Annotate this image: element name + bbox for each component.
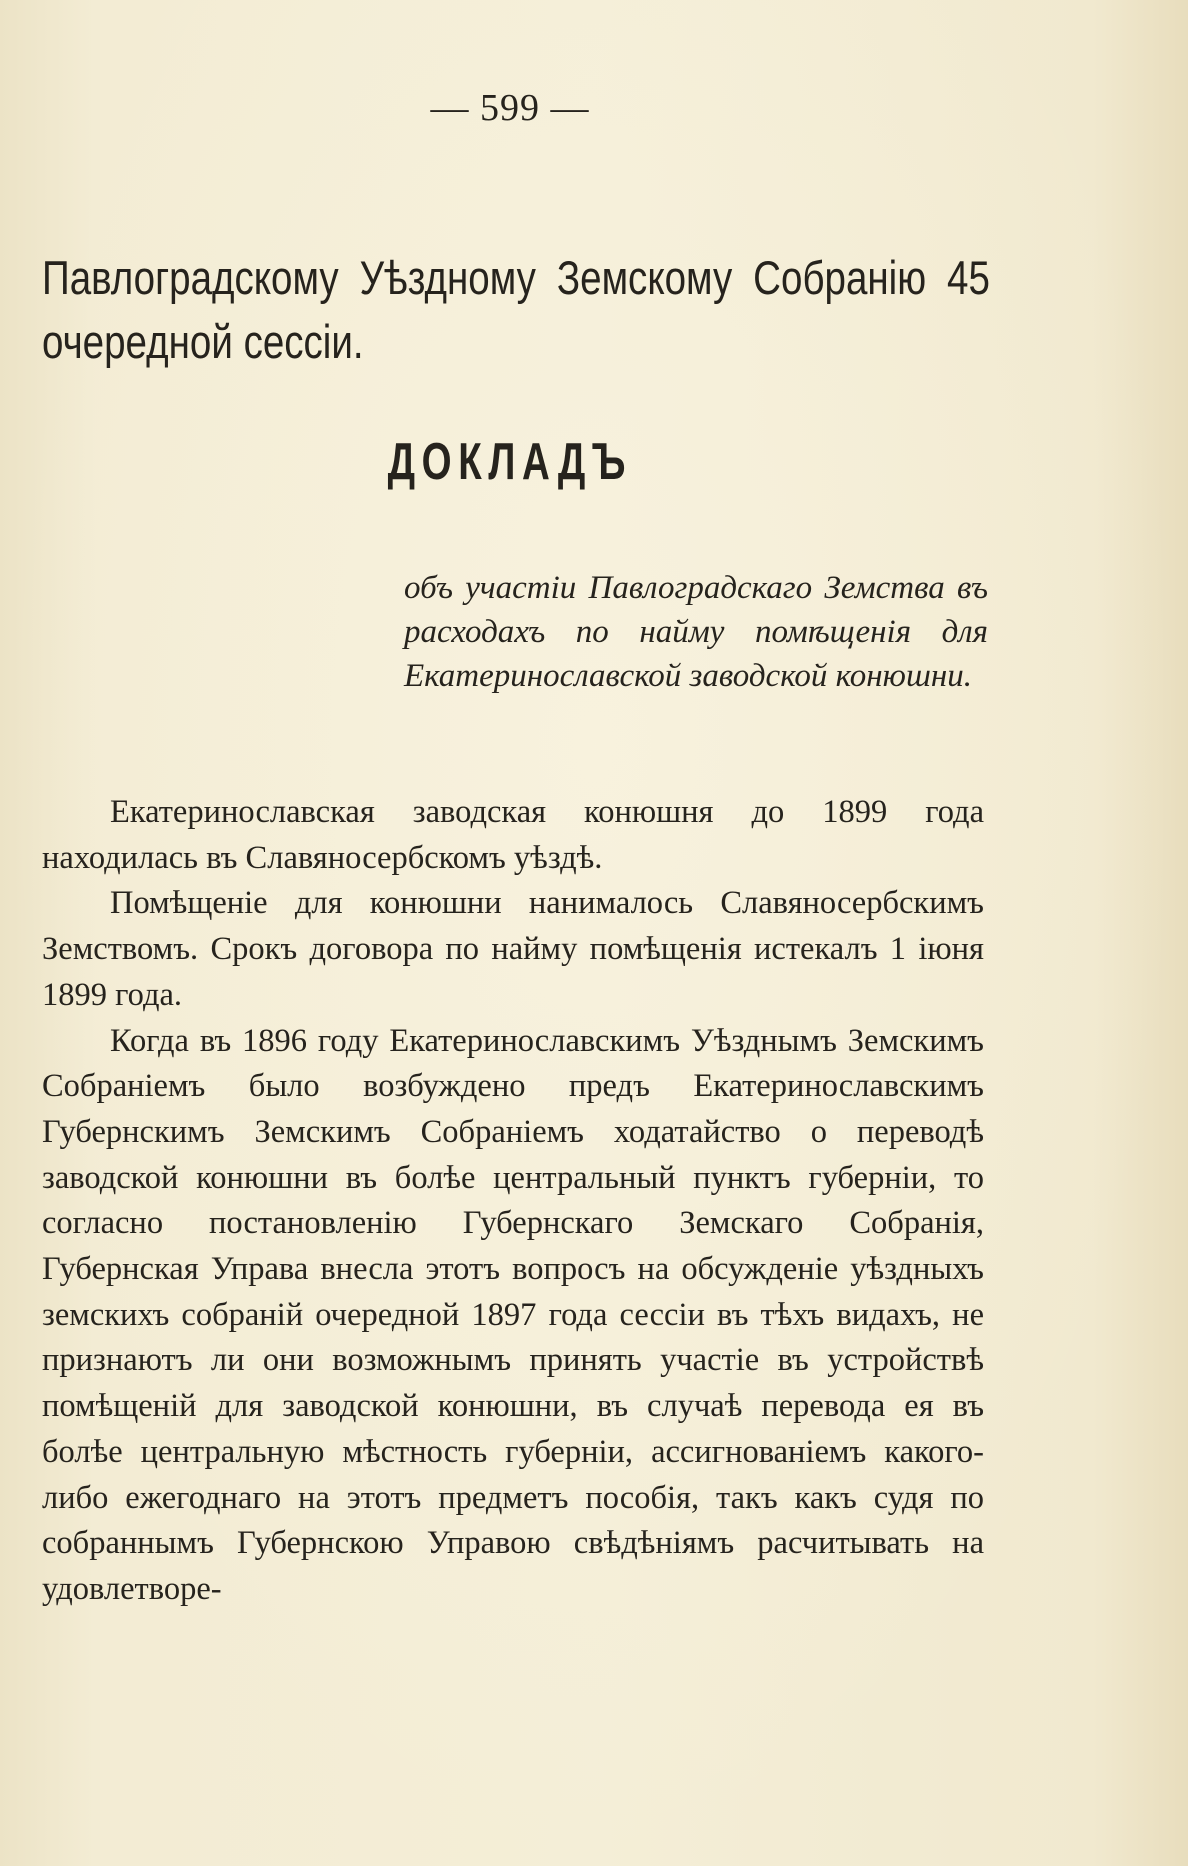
report-subtitle: объ участіи Павлоградскаго Земства въ расходахъ по найму помѣщенія для Екатеринославской заводской конюшни. [404,570,988,694]
report-title: ДОКЛАДЪ [387,433,633,491]
paragraph: Помѣщеніе для конюшни нанималось Славяносербскимъ Земствомъ. Срокъ договора по найму помѣщенія истекалъ 1 іюня 1899 года. [42,885,984,1013]
paragraph: Екатеринославская заводская конюшня до 1899 года находилась въ Славяносербскомъ уѣздѣ. [42,794,984,876]
document-heading: Павлоградскому Уѣздному Земскому Собранію 45 очередной сессіи. [42,251,990,368]
page-number: — 599 — [430,87,590,129]
body-text [42,790,984,1613]
paragraph: Когда въ 1896 году Екатеринославскимъ Уѣзднымъ Земскимъ Собраніемъ было возбуждено предъ Екатеринославскимъ Губернскимъ Земскимъ Собраніемъ ходатайство о переводѣ заводской конюшни въ болѣе центральный пунктъ губерніи, то согласно постановленію Губернскаго Земскаго Собранія, Губернская Управа внесла этотъ вопросъ на обсужденіе уѣздныхъ земскихъ собраній очередной 1897 года сессіи въ тѣхъ видахъ, не признаютъ ли они возможнымъ принять участіе въ устройствѣ помѣщеній для заводской конюшни, въ случаѣ перевода ея въ болѣе центральную мѣстность губерніи, ассигнованіемъ какого-либо ежегоднаго на этотъ предметъ пособія, такъ какъ судя по собраннымъ Губернскою Управою свѣдѣніямъ расчитывать на удовлетворе- [42,1022,984,1607]
